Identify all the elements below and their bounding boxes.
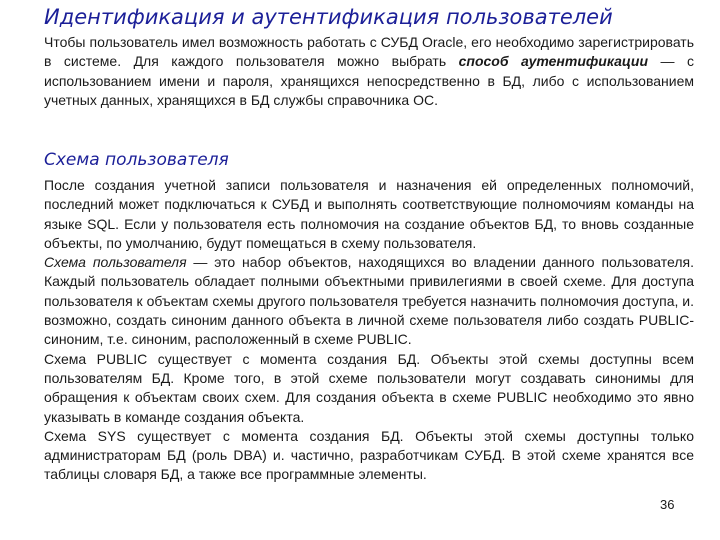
para-schema-definition: — это набор объектов, находящихся во владении данного пользователя. Каждый пользователь обладает полными объектными привилегиями в своей схеме. Для доступа пользователя к объектам схемы другого пользователя требуется назначить полномочия доступа, и. возможно, создать синоним данного объекта в личной схеме пользователя либо создать PUBLIC-синоним, т.е. синоним, расположенный в схеме PUBLIC.: [44, 254, 695, 348]
para-public-schema: Схема PUBLIC существует с момента создания БД. Объекты этой схемы доступны всем пользователям БД. Кроме того, в этой схеме пользователи могут создавать синонимы для обращения к объектам своих схем. Для создания объекта в схеме PUBLIC необходимо это явно указывать в команде создания объекта.: [44, 350, 694, 425]
intro-paragraph: [44, 33, 694, 110]
section-heading: Схема пользователя: [44, 150, 229, 170]
auth-method-emphasis: способ аутентификации: [458, 53, 649, 70]
intro-text-start: Чтобы пользователь имел возможность работать с СУБД Oracle, его необходимо зарегистрировать в системе. Для каждого пользователя можно выбрать: [44, 34, 694, 70]
para-after-account: После создания учетной записи пользователя и назначения ей определенных полномочий, последний может подключаться к СУБД и выполнять соответствующие полномочиям команды на языке SQL. Если у пользователя есть полномочия на создание объектов БД, то вновь созданные объекты, по умолчанию, будут помещаться в схему пользователя.: [44, 177, 694, 251]
body-paragraphs: [44, 176, 694, 485]
para-sys-schema: Схема SYS существует с момента создания БД. Объекты этой схемы доступны только администраторам БД (роль DBA) и. частично, разработчикам СУБД. В этой схеме хранятся все таблицы словаря БД, а также все программные элементы.: [44, 427, 694, 483]
intro-text-end: — с использованием имени и пароля, хранящихся непосредственно в БД, либо с использованием учетных данных, хранящихся в БД службы справочника ОС.: [44, 53, 694, 108]
schema-term: Схема пользователя: [44, 254, 187, 271]
page-number: 36: [660, 497, 675, 512]
slide-title: Идентификация и аутентификация пользователей: [44, 5, 613, 29]
